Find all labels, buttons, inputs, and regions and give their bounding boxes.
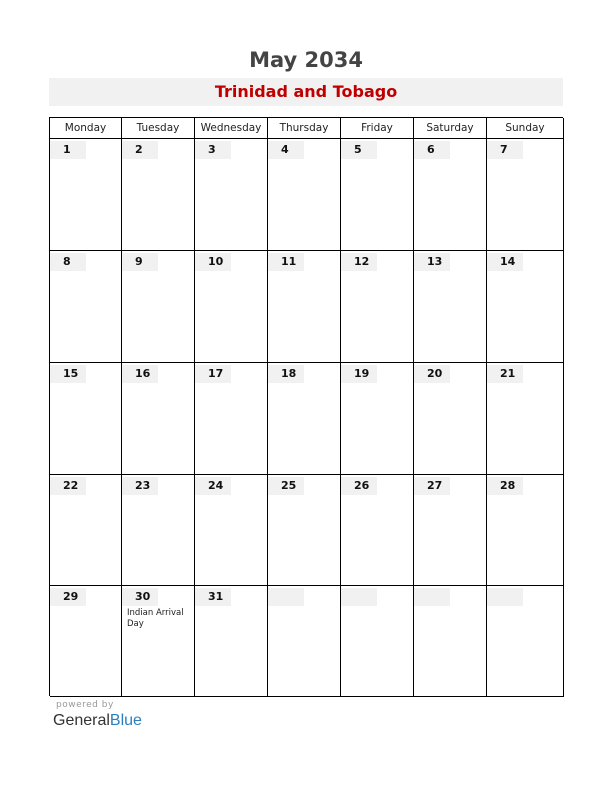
day-number: 23: [122, 477, 158, 495]
day-cell-2[interactable]: [122, 139, 195, 251]
day-number: 20: [414, 365, 450, 383]
day-number: [414, 588, 450, 606]
day-number: 16: [122, 365, 158, 383]
weekday-header-tuesday: Tuesday: [122, 118, 195, 139]
day-cell-26[interactable]: [341, 475, 414, 586]
weekday-header-thursday: Thursday: [268, 118, 341, 139]
day-number: 28: [487, 477, 523, 495]
day-cell-29[interactable]: [50, 586, 122, 697]
generalblue-logo[interactable]: [53, 712, 142, 730]
day-number: 26: [341, 477, 377, 495]
day-number: 31: [195, 588, 231, 606]
weekday-header-sunday: Sunday: [487, 118, 564, 139]
day-number: 15: [50, 365, 86, 383]
day-number: 17: [195, 365, 231, 383]
empty-day-cell[interactable]: [268, 586, 341, 697]
day-cell-31[interactable]: [195, 586, 268, 697]
day-number: 3: [195, 141, 231, 159]
day-cell-8[interactable]: [50, 251, 122, 363]
day-number: 19: [341, 365, 377, 383]
empty-day-cell[interactable]: [414, 586, 487, 697]
day-cell-13[interactable]: [414, 251, 487, 363]
day-number: 30: [122, 588, 158, 606]
day-number: 12: [341, 253, 377, 271]
day-cell-7[interactable]: [487, 139, 564, 251]
day-cell-23[interactable]: [122, 475, 195, 586]
holiday-label: Indian Arrival Day: [127, 608, 184, 629]
day-number: 13: [414, 253, 450, 271]
day-cell-22[interactable]: [50, 475, 122, 586]
day-number: 24: [195, 477, 231, 495]
calendar-grid: [49, 117, 563, 696]
day-cell-11[interactable]: [268, 251, 341, 363]
day-number: 27: [414, 477, 450, 495]
day-cell-1[interactable]: [50, 139, 122, 251]
weekday-header-saturday: Saturday: [414, 118, 487, 139]
day-cell-10[interactable]: [195, 251, 268, 363]
day-cell-4[interactable]: [268, 139, 341, 251]
day-number: 7: [487, 141, 523, 159]
day-cell-21[interactable]: [487, 363, 564, 475]
day-number: [268, 588, 304, 606]
day-number: 5: [341, 141, 377, 159]
day-cell-18[interactable]: [268, 363, 341, 475]
day-number: 25: [268, 477, 304, 495]
day-cell-24[interactable]: [195, 475, 268, 586]
day-number: [341, 588, 377, 606]
day-number: 11: [268, 253, 304, 271]
day-number: 14: [487, 253, 523, 271]
brand-blue: Blue: [109, 712, 142, 729]
day-number: 18: [268, 365, 304, 383]
day-number: 9: [122, 253, 158, 271]
day-cell-28[interactable]: [487, 475, 564, 586]
day-number: 10: [195, 253, 231, 271]
weekday-header-wednesday: Wednesday: [195, 118, 268, 139]
day-cell-27[interactable]: [414, 475, 487, 586]
day-number: 1: [50, 141, 86, 159]
day-cell-3[interactable]: [195, 139, 268, 251]
day-number: [487, 588, 523, 606]
day-cell-6[interactable]: [414, 139, 487, 251]
day-number: 29: [50, 588, 86, 606]
weekday-header-monday: Monday: [50, 118, 122, 139]
country-banner: [49, 78, 563, 106]
day-cell-16[interactable]: [122, 363, 195, 475]
country-name: Trinidad and Tobago: [214, 82, 398, 101]
empty-day-cell[interactable]: [341, 586, 414, 697]
powered-by-text: powered by: [56, 700, 114, 710]
day-cell-30[interactable]: [122, 586, 195, 697]
day-cell-15[interactable]: [50, 363, 122, 475]
day-number: 22: [50, 477, 86, 495]
day-cell-20[interactable]: [414, 363, 487, 475]
brand-general: General: [53, 712, 110, 729]
day-cell-9[interactable]: [122, 251, 195, 363]
weekday-header-friday: Friday: [341, 118, 414, 139]
day-cell-5[interactable]: [341, 139, 414, 251]
day-number: 4: [268, 141, 304, 159]
day-number: 2: [122, 141, 158, 159]
day-cell-14[interactable]: [487, 251, 564, 363]
day-number: 8: [50, 253, 86, 271]
calendar-title: May 2034: [249, 48, 363, 72]
day-number: 6: [414, 141, 450, 159]
day-cell-12[interactable]: [341, 251, 414, 363]
empty-day-cell[interactable]: [487, 586, 564, 697]
day-cell-17[interactable]: [195, 363, 268, 475]
day-cell-25[interactable]: [268, 475, 341, 586]
day-cell-19[interactable]: [341, 363, 414, 475]
day-number: 21: [487, 365, 523, 383]
